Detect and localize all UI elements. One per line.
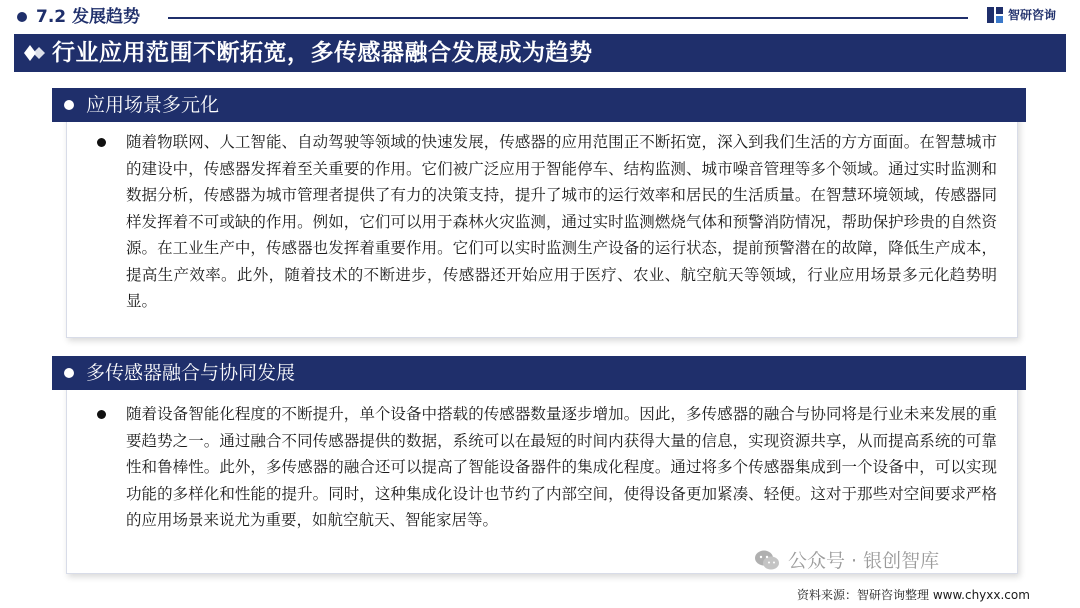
section-heading-2 xyxy=(52,356,1026,390)
watermark xyxy=(754,546,939,573)
section-body-2: 随着设备智能化程度的不断提升，单个设备中搭载的传感器数量逐步增加。因此，多传感器的融合与协同将是行业未来发展的重要趋势之一。通过融合不同传感器提供的数据，系统可以在最短的时间内获得大量的信息，实现资源共享，从而提高系统的可靠性和鲁棒性。此外，多传感器的融合还可以提高了智能设备器件的集成化程度。通过将多个传感器集成到一个设备中，可以实现功能的多样化和性能的提升。同时，这种集成化设计也节约了内部空间，使得设备更加紧凑、轻便。这对于那些对空间要求严格的应用场景来说尤为重要，如航空航天、智能家居等。 xyxy=(126,405,997,529)
section-box-1 xyxy=(66,104,1018,338)
wechat-icon xyxy=(754,549,780,571)
section-body-1: 随着物联网、人工智能、自动驾驶等领域的快速发展，传感器的应用范围正不断拓宽，深入到我们生活的方方面面。在智慧城市的建设中，传感器发挥着至关重要的作用。它们被广泛应用于智能停车、结构监测、城市噪音管理等多个领域。通过实时监测和数据分析，传感器为城市管理者提供了有力的决策支持，提升了城市的运行效率和居民的生活质量。在智慧环境领域，传感器同样发挥着不可或缺的作用。例如，它们可以用于森林火灾监测，通过实时监测燃烧气体和预警消防情况，帮助保护珍贵的自然资源。在工业生产中，传感器也发挥着重要作用。它们可以实时监测生产设备的运行状态，提前预警潜在的故障，降低生产成本，提高生产效率。此外，随着技术的不断进步，传感器还开始应用于医疗、农业、航空航天等领域，行业应用场景多元化趋势明显。 xyxy=(126,133,997,310)
brand-name: 智研咨询 xyxy=(1008,8,1057,22)
heading-dot xyxy=(64,100,74,110)
diamond-icon xyxy=(24,43,46,63)
top-header xyxy=(0,0,1080,34)
brand-logo-icon xyxy=(986,6,1004,24)
source-note: 资料来源：智研咨询整理 www.chyxx.com xyxy=(797,588,1030,602)
section-heading-label-1: 应用场景多元化 xyxy=(86,94,220,116)
section-heading-1 xyxy=(52,88,1026,122)
brand xyxy=(986,6,1056,24)
section-dot xyxy=(17,12,27,22)
section-box-2 xyxy=(66,372,1018,574)
heading-dot xyxy=(64,368,74,378)
bullet xyxy=(97,410,106,419)
main-banner xyxy=(14,34,1066,72)
watermark-text: 公众号 · 银创智库 xyxy=(788,550,940,572)
section-title: 7.2 发展趋势 xyxy=(36,7,141,27)
section-heading-label-2: 多传感器融合与协同发展 xyxy=(86,362,296,384)
bullet xyxy=(97,138,106,147)
banner-title: 行业应用范围不断拓宽，多传感器融合发展成为趋势 xyxy=(52,40,593,66)
header-divider xyxy=(168,17,968,19)
